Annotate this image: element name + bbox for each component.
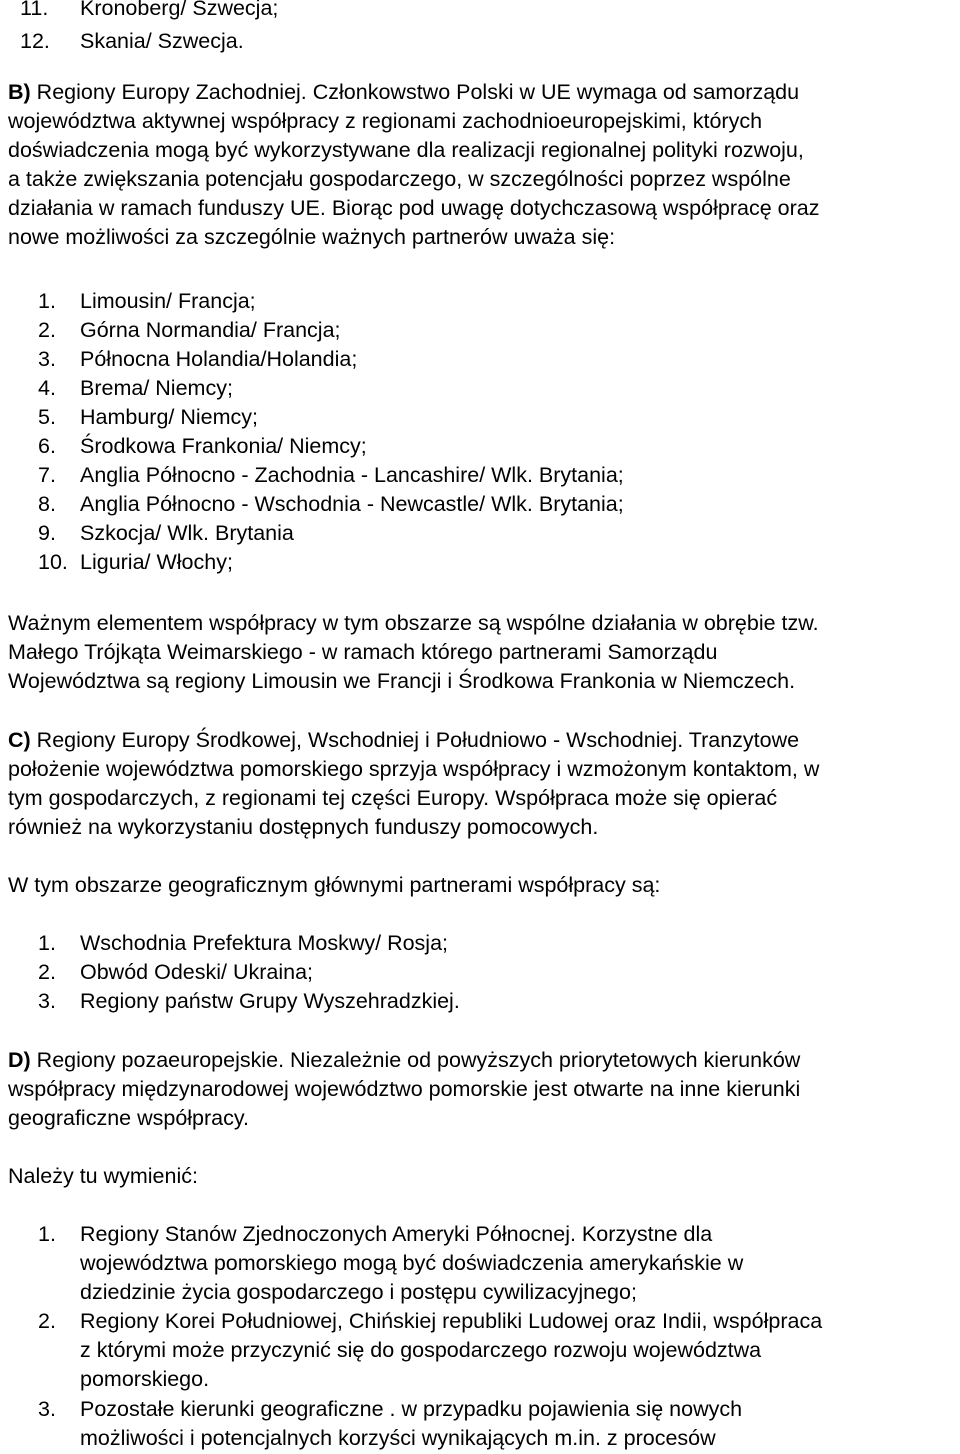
list-number: 1.	[38, 931, 56, 955]
paragraph-line: położenie województwa pomorskiego sprzyja współpracy i wzmożonym kontaktom, w	[8, 757, 820, 781]
list-item	[38, 461, 624, 489]
list-text: Szkocja/ Wlk. Brytania	[80, 521, 294, 545]
list-text: Anglia Północno - Zachodnia - Lancashire/ Wlk. Brytania;	[80, 463, 624, 487]
section-c-paragraph-line	[8, 726, 799, 754]
list-number: 6.	[38, 434, 56, 458]
list-text: Regiony państw Grupy Wyszehradzkiej.	[80, 989, 460, 1013]
section-d-paragraph-line	[8, 1046, 800, 1074]
list-number: 3.	[38, 989, 56, 1013]
list-text: Kronoberg/ Szwecja;	[80, 0, 279, 20]
list-number: 11.	[20, 0, 49, 20]
list-number: 9.	[38, 521, 56, 545]
list-item	[20, 27, 244, 55]
list-item-continuation: dziedzinie życia gospodarczego i postępu cywilizacyjnego;	[80, 1280, 637, 1304]
paragraph-line: działania w ramach funduszy UE. Biorąc pod uwagę dotychczasową współpracę oraz	[8, 196, 820, 220]
section-marker: D)	[8, 1048, 31, 1072]
list-number: 2.	[38, 1309, 56, 1333]
paragraph-line: geograficzne współpracy.	[8, 1106, 250, 1130]
list-number: 2.	[38, 318, 56, 342]
section-marker: C)	[8, 728, 31, 752]
list-item-continuation: pomorskiego.	[80, 1367, 210, 1391]
list-item	[38, 958, 313, 986]
paragraph-line: Województwa są regiony Limousin we Francji i Środkowa Frankonia w Niemczech.	[8, 669, 796, 693]
list-number: 3.	[38, 347, 56, 371]
paragraph-line: tym gospodarczych, z regionami tej części Europy. Współpraca może się opierać	[8, 786, 778, 810]
list-item	[38, 432, 367, 460]
list-item-continuation: możliwości i potencjalnych korzyści wynikających m.in. z procesów	[80, 1426, 716, 1450]
list-item	[38, 374, 233, 402]
paragraph-line: również na wykorzystaniu dostępnych funduszy pomocowych.	[8, 815, 599, 839]
list-text: Górna Normandia/ Francja;	[80, 318, 341, 342]
list-text: Pozostałe kierunki geograficzne . w przypadku pojawienia się nowych	[80, 1397, 743, 1421]
paragraph-line: W tym obszarze geograficznym głównymi partnerami współpracy są:	[8, 873, 661, 897]
paragraph-line: Ważnym elementem współpracy w tym obszarze są wspólne działania w obrębie tzw.	[8, 611, 819, 635]
paragraph-line: Należy tu wymienić:	[8, 1164, 198, 1188]
list-item	[38, 1220, 712, 1248]
list-text: Środkowa Frankonia/ Niemcy;	[80, 434, 367, 458]
paragraph-line: nowe możliwości za szczególnie ważnych partnerów uważa się:	[8, 225, 616, 249]
list-item	[38, 316, 341, 344]
paragraph-line: a także zwiększania potencjału gospodarczego, w szczególności poprzez wspólne	[8, 167, 791, 191]
list-item-continuation: z którymi może przyczynić się do gospodarczego rozwoju województwa	[80, 1338, 762, 1362]
list-number: 8.	[38, 492, 56, 516]
list-text: Limousin/ Francja;	[80, 289, 256, 313]
list-number: 3.	[38, 1397, 56, 1421]
list-number: 2.	[38, 960, 56, 984]
list-item	[38, 1307, 822, 1335]
section-b-paragraph-line	[8, 78, 799, 106]
list-number: 1.	[38, 1222, 56, 1246]
list-number: 1.	[38, 289, 56, 313]
list-item	[38, 490, 624, 518]
list-item	[38, 519, 294, 547]
list-number: 5.	[38, 405, 56, 429]
list-text: Skania/ Szwecja.	[80, 29, 244, 53]
paragraph-line: Małego Trójkąta Weimarskiego - w ramach którego partnerami Samorządu	[8, 640, 718, 664]
paragraph-line: województwa aktywnej współpracy z regionami zachodnioeuropejskimi, których	[8, 109, 763, 133]
list-item	[20, 0, 278, 22]
list-text: Regiony Stanów Zjednoczonych Ameryki Północnej. Korzystne dla	[80, 1222, 713, 1246]
list-number: 10.	[38, 550, 68, 574]
list-item	[38, 287, 256, 315]
paragraph-text: Regiony pozaeuropejskie. Niezależnie od powyższych priorytetowych kierunków	[36, 1048, 801, 1072]
list-item	[38, 548, 233, 576]
list-item	[38, 1395, 742, 1423]
list-text: Anglia Północno - Wschodnia - Newcastle/ Wlk. Brytania;	[80, 492, 624, 516]
paragraph-line: doświadczenia mogą być wykorzystywane dla realizacji regionalnej polityki rozwoju,	[8, 138, 804, 162]
paragraph-text: Regiony Europy Zachodniej. Członkowstwo Polski w UE wymaga od samorządu	[36, 80, 800, 104]
list-number: 12.	[20, 29, 50, 53]
list-number: 7.	[38, 463, 56, 487]
list-item	[38, 929, 448, 957]
paragraph-text: Regiony Europy Środkowej, Wschodniej i Południowo - Wschodniej. Tranzytowe	[36, 728, 800, 752]
list-item	[38, 987, 460, 1015]
list-text: Regiony Korei Południowej, Chińskiej republiki Ludowej oraz Indii, współpraca	[80, 1309, 823, 1333]
list-text: Obwód Odeski/ Ukraina;	[80, 960, 314, 984]
paragraph-line: współpracy międzynarodowej województwo pomorskie jest otwarte na inne kierunki	[8, 1077, 801, 1101]
list-item	[38, 345, 357, 373]
list-text: Północna Holandia/Holandia;	[80, 347, 358, 371]
list-item-continuation: województwa pomorskiego mogą być doświadczenia amerykańskie w	[80, 1251, 744, 1275]
section-marker: B)	[8, 80, 31, 104]
list-text: Hamburg/ Niemcy;	[80, 405, 259, 429]
list-item	[38, 403, 258, 431]
list-text: Liguria/ Włochy;	[80, 550, 233, 574]
list-text: Wschodnia Prefektura Moskwy/ Rosja;	[80, 931, 449, 955]
list-text: Brema/ Niemcy;	[80, 376, 233, 400]
list-number: 4.	[38, 376, 56, 400]
